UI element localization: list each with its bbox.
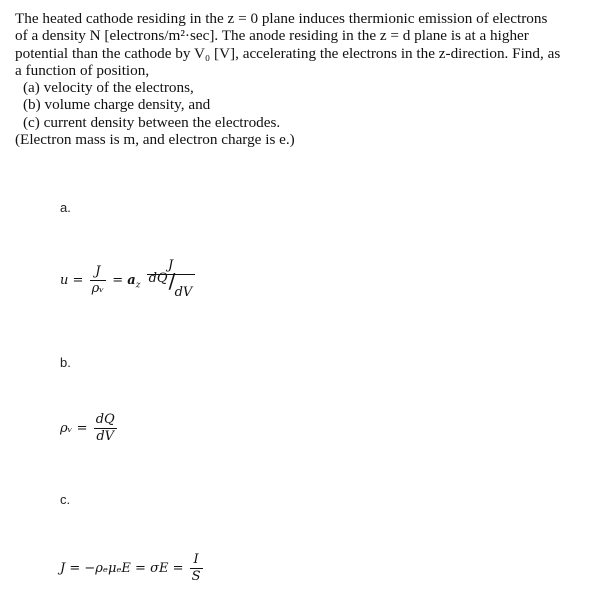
eq-a-lhs: u: [60, 273, 69, 288]
problem-item-b: (b) volume charge density, and: [23, 96, 211, 114]
eq-a-fraction-1: [90, 264, 107, 297]
eq-a-f2-denominator: dQ / dV: [148, 269, 193, 300]
equation-b: [60, 412, 119, 445]
answer-a-label: a.: [60, 200, 71, 215]
equation-a: [60, 258, 197, 303]
problem-item-c: (c) current density between the electrodes.: [23, 113, 281, 131]
eq-c-numerator: I: [190, 552, 203, 569]
eq-a-equals-2: =: [112, 273, 124, 288]
eq-b-denominator: dV: [96, 429, 115, 444]
eq-c-fraction: [190, 552, 203, 585]
answer-c-label: c.: [60, 492, 71, 507]
equation-c: [60, 552, 205, 585]
eq-c-expression: J = −ρₑμₑE = σE =: [60, 561, 184, 576]
problem-line-3: potential than the cathode by V₀ [V], accelerating the electrons in the z-direction. Find, as: [15, 44, 561, 62]
eq-a-f2-numerator: J: [147, 258, 195, 275]
eq-b-numerator: dQ: [95, 412, 115, 427]
eq-a-f1-denominator: ρᵥ: [91, 281, 105, 296]
eq-a-f1-numerator: J: [90, 264, 107, 281]
answer-b-label: b.: [60, 355, 71, 370]
problem-note: (Electron mass is m, and electron charge is e.): [15, 131, 295, 149]
eq-a-equals-1: =: [72, 273, 84, 288]
eq-a-unit-vector: $a_z$: [127, 273, 141, 291]
problem-line-2: of a density N [electrons/m²·sec]. The anode residing in the z = d plane is at a higher: [15, 27, 529, 45]
problem-line-4: a function of position,: [15, 61, 150, 79]
problem-item-a: (a) velocity of the electrons,: [23, 79, 194, 97]
eq-c-denominator: S: [191, 569, 201, 584]
eq-b-fraction: [94, 412, 117, 445]
eq-b-equals: =: [76, 421, 88, 436]
eq-b-lhs: ρᵥ: [60, 421, 73, 436]
problem-line-1: The heated cathode residing in the z = 0 plane induces thermionic emission of electrons: [15, 10, 548, 27]
problem-statement: [15, 10, 593, 148]
eq-a-fraction-2: [147, 258, 195, 303]
